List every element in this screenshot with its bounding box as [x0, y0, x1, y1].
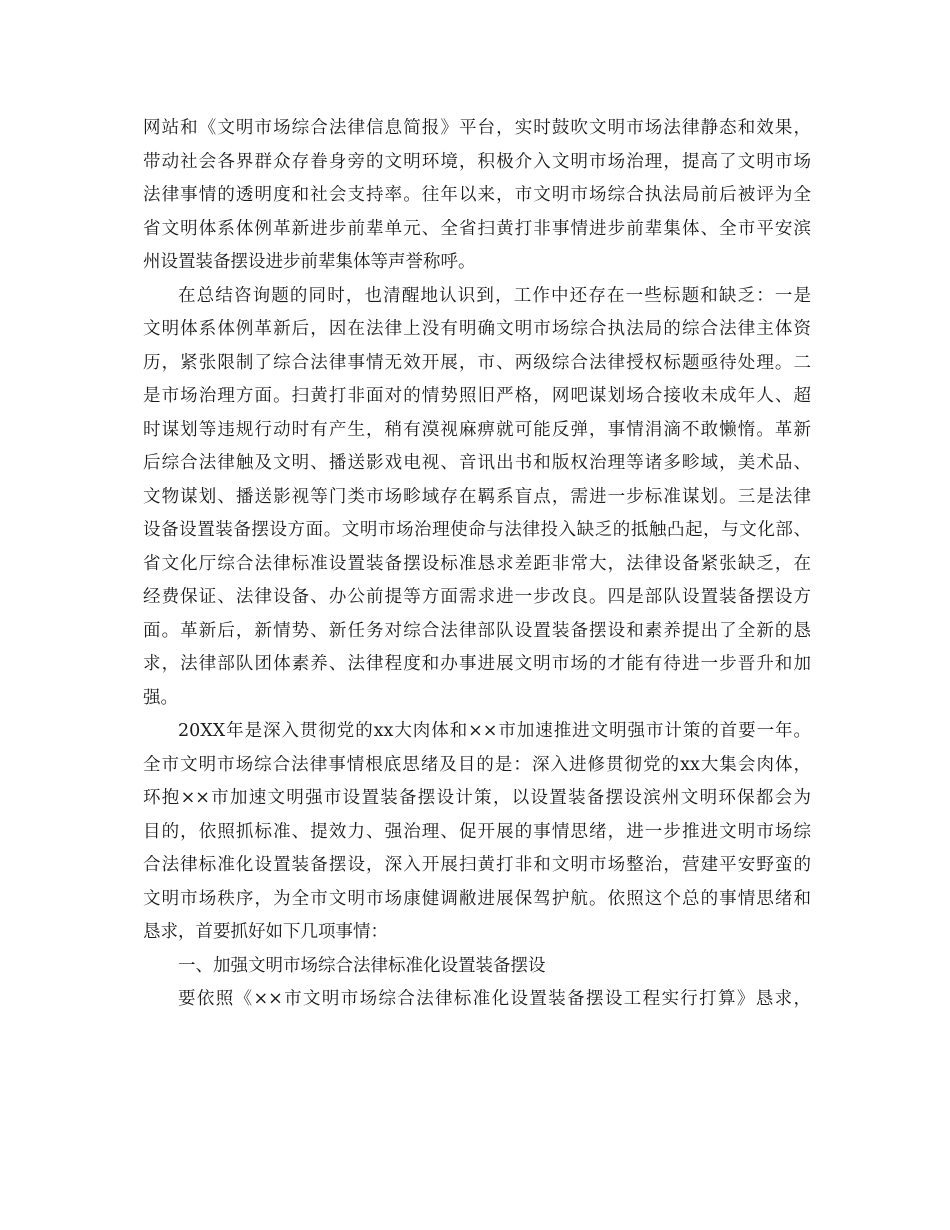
- text-line: 文明体系体例革新后，因在法律上没有明确文明市场综合执法局的综合法律主体资: [143, 319, 811, 339]
- text-line: 网站和《文明市场综合法律信息简报》平台，实时鼓吹文明市场法律静态和效果，: [143, 118, 811, 138]
- document-page: [143, 112, 811, 1017]
- text-line: 在总结咨询题的同时，也清醒地认识到，工作中还存在一些标题和缺乏：一是: [178, 285, 811, 306]
- text-line: 目的，依照抓标准、提效力、强治理、促开展的事情思绪，进一步推进文明市场综: [143, 821, 811, 842]
- text-line: 环抱××市加速文明强市设置装备摆设计策，以设置装备摆设滨州文明环保都会为: [143, 788, 811, 808]
- text-line: 时谋划等违规行动时有产生，稍有漠视麻痹就可能反弹，事情涓滴不敢懒惰。革新: [143, 419, 811, 440]
- text-line: 是市场治理方面。扫黄打非面对的情势照旧严格，网吧谋划场合接收未成年人、超: [143, 386, 811, 406]
- text-line: 合法律标准化设置装备摆设，深入开展扫黄打非和文明市场整治，营建平安野蛮的: [143, 855, 811, 875]
- text-line: 带动社会各界群众存眷身旁的文明环境，积极介入文明市场治理，提高了文明市场: [143, 151, 811, 172]
- text-line: 一、加强文明市场综合法律标准化设置装备摆设: [178, 955, 546, 976]
- text-line: 面。革新后，新情势、新任务对综合法律部队设置装备摆设和素养提出了全新的恳: [143, 620, 811, 641]
- text-line: 经费保证、法律设备、办公前提等方面需求进一步改良。四是部队设置装备摆设方: [143, 587, 811, 607]
- text-line: 法律事情的透明度和社会支持率。往年以来，市文明市场综合执法局前后被评为全: [143, 185, 811, 205]
- text-line: 文物谋划、播送影视等门类市场畛域存在羁系盲点，需进一步标准谋划。三是法律: [143, 486, 811, 507]
- text-line: 省文明体系体例革新进步前辈单元、全省扫黄打非事情进步前辈集体、全市平安滨: [143, 218, 811, 239]
- text-line: 求，法律部队团体素养、法律程度和办事进展文明市场的才能有待进一步晋升和加: [143, 654, 811, 674]
- text-line: 省文化厅综合法律标准设置装备摆设标准恳求差距非常大，法律设备紧张缺乏，在: [143, 553, 811, 574]
- text-line: 历，紧张限制了综合法律事情无效开展，市、两级综合法律授权标题亟待处理。二: [143, 352, 811, 373]
- text-line: 后综合法律触及文明、播送影戏电视、音讯出书和版权治理等诸多畛域，美术品、: [143, 453, 811, 473]
- text-line: 文明市场秩序，为全市文明市场康健调敝进展保驾护航。依照这个总的事情思绪和: [143, 888, 811, 909]
- text-line: 强。: [143, 687, 178, 708]
- text-line: 设备设置装备摆设方面。文明市场治理使命与法律投入缺乏的抵触凸起，与文化部、: [143, 520, 811, 540]
- text-line: 全市文明市场综合法律事情根底思绪及目的是：深入进修贯彻党的xx大集会肉体，: [143, 754, 811, 775]
- text-line: 恳求，首要抓好如下几项事情：: [143, 922, 388, 942]
- text-line: 要依照《××市文明市场综合法律标准化设置装备摆设工程实行打算》恳求，: [178, 989, 811, 1009]
- text-line: 20XX年是深入贯彻党的xx大肉体和××市加速推进文明强市计策的首要一年。: [178, 721, 811, 741]
- text-line: 州设置装备摆设进步前辈集体等声誉称呼。: [143, 252, 476, 272]
